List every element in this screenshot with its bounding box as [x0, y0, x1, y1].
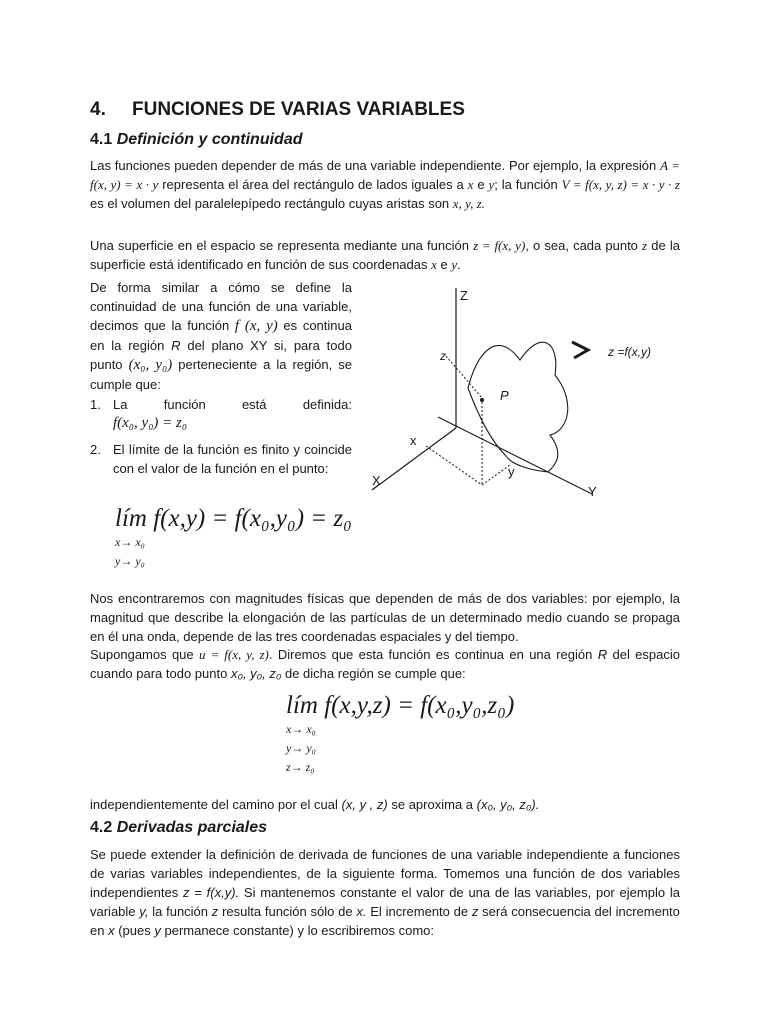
- surface-outline: [468, 342, 568, 472]
- formula-u: u = f(x, y, z): [199, 647, 269, 662]
- chapter-title: [90, 99, 465, 121]
- text: De forma similar a cómo se define la continuidad de una función de una variable, decimos que la función: [90, 280, 352, 333]
- var-y: y: [451, 257, 458, 272]
- y-axis-label: Y: [588, 484, 597, 499]
- section-number: 4.1: [90, 131, 113, 148]
- list-item: [90, 395, 352, 438]
- text: Las funciones pueden depender de más de una variable independiente. Por ejemplo, la expresión: [90, 158, 657, 173]
- text: será consecuencia del incremento en: [90, 904, 680, 938]
- text: representa el área del rectángulo de lados iguales a: [162, 177, 464, 192]
- var-y: y: [488, 177, 495, 192]
- text: ; la función: [494, 177, 558, 192]
- paragraph-2: [90, 236, 680, 274]
- text: Supongamos que: [90, 647, 194, 662]
- limit-sub-z: z→ z₀: [286, 760, 315, 774]
- z-mark: z: [440, 349, 446, 363]
- list-item: [90, 440, 352, 478]
- paragraph-4: Nos encontraremos con magnitudes físicas que dependen de más de dos variables: por ejemplo, la magnitud que describe la elongación de las partículas de un determinado medio cuando se propaga en él una onda, depende de las tres coordenadas espaciales y del tiempo.: [90, 591, 680, 644]
- point-xyz: (x, y , z): [341, 797, 388, 812]
- paragraph-7: [90, 845, 680, 940]
- limit-expression: lím f(x,y) = f(x₀,y₀) = z₀: [115, 505, 352, 532]
- text: de la superficie está identificado en función de sus coordenadas: [90, 238, 680, 272]
- formula-point: (x₀, y₀): [128, 357, 173, 373]
- y-projection-line: [482, 465, 510, 485]
- var-x: x: [467, 177, 474, 192]
- y-mark: y: [508, 464, 515, 479]
- x-mark: x: [410, 433, 417, 448]
- var-y: y: [154, 923, 161, 938]
- surface-label: z =f(x,y): [608, 345, 652, 359]
- section-title: Definición y continuidad: [116, 131, 303, 148]
- var-x: x.: [356, 904, 367, 919]
- x-projection-line: [426, 446, 482, 485]
- text: .: [457, 257, 461, 272]
- section-number: 4.2: [90, 819, 113, 836]
- region-r: R: [171, 338, 181, 353]
- word: definida:: [302, 397, 352, 412]
- text: es continua en la región: [90, 318, 352, 353]
- var-z: z: [471, 904, 479, 919]
- limit-expression: lím f(x,y,z) = f(x₀,y₀,z₀): [286, 692, 515, 719]
- var-x: x: [108, 923, 115, 938]
- surface-diagram: [360, 280, 680, 510]
- section-heading-4-1: [90, 131, 302, 149]
- text: del espacio cuando para todo punto: [90, 647, 680, 681]
- arrow-icon: [572, 342, 588, 358]
- list-item-1-text: [113, 395, 352, 414]
- text: de dicha región se cumple que:: [284, 666, 466, 681]
- var-z: z: [642, 238, 648, 253]
- limit-equation-1: [115, 505, 352, 571]
- text: e: [440, 257, 448, 272]
- text: e: [477, 177, 485, 192]
- limit-sub-y: y→ y₀: [115, 554, 145, 568]
- text: del plano XY si, para todo punto: [90, 338, 352, 372]
- chapter-title-text: FUNCIONES DE VARIAS VARIABLES: [132, 99, 465, 120]
- text: . Diremos que esta función es continua en una región: [268, 647, 593, 662]
- text: independientemente del camino por el cual: [90, 797, 338, 812]
- text: permanece constante) y lo escribiremos como:: [164, 923, 435, 938]
- point-p: [480, 398, 484, 402]
- formula-defined: f(x₀, y₀) = z₀: [113, 415, 188, 431]
- list-item-2-text: El límite de la función es finito y coincide con el valor de la función en el punto:: [113, 442, 352, 476]
- z-projection-line: [446, 356, 482, 398]
- y-axis: [438, 417, 592, 494]
- formula-area: A = f(x, y) = x · y: [90, 158, 680, 192]
- text: perteneciente a la región, se cumple que:: [90, 357, 352, 392]
- paragraph-6: [90, 795, 680, 814]
- text: la función: [152, 904, 209, 919]
- word: La: [113, 397, 128, 412]
- var-y: y,: [139, 904, 149, 919]
- word: función: [163, 397, 206, 412]
- text: (pues: [118, 923, 151, 938]
- formula-z: z = f(x,y).: [182, 885, 240, 900]
- text: resulta función sólo de: [222, 904, 353, 919]
- chapter-number: 4.: [90, 99, 106, 120]
- point-coords: x₀, y₀, z₀: [230, 666, 282, 681]
- formula-surface: z = f(x, y): [473, 238, 526, 253]
- list-number: 1.: [90, 397, 101, 412]
- text: se aproxima a: [391, 797, 474, 812]
- list-number: 2.: [90, 442, 101, 457]
- paragraph-1: [90, 156, 680, 213]
- x-axis-label: X: [372, 473, 381, 488]
- limit-sub-x: x→ x₀: [115, 535, 145, 549]
- text: , o sea, cada punto: [525, 238, 638, 253]
- var-xyz: x, y, z.: [452, 196, 485, 211]
- point-xyz0: (x₀, y₀, z₀).: [476, 797, 540, 812]
- section-title: Derivadas parciales: [116, 819, 268, 836]
- formula-volume: V = f(x, y, z) = x · y · z: [561, 177, 680, 192]
- paragraph-5: [90, 645, 680, 683]
- formula-f: f (x, y): [234, 318, 278, 334]
- paragraph-3: [90, 278, 352, 394]
- region-r: R: [597, 647, 608, 662]
- text: es el volumen del paralelepípedo rectángulo cuyas aristas son: [90, 196, 450, 211]
- limit-equation-2: [286, 692, 514, 777]
- var-x: x: [431, 257, 437, 272]
- text: Se puede extender la definición de derivada de funciones de una variable independiente a funciones de varias variables independientes, de la siguiente forma. Tomemos una función de dos variables independientes: [90, 847, 680, 900]
- point-label: P: [500, 388, 509, 403]
- text: Una superficie en el espacio se representa mediante una función: [90, 238, 469, 253]
- section-heading-4-2: [90, 819, 267, 837]
- word: está: [241, 397, 267, 412]
- limit-sub-x: x→ x₀: [286, 722, 316, 736]
- var-z: z: [211, 904, 219, 919]
- condition-list: [90, 395, 352, 478]
- text: Si mantenemos constante el valor de una de las variables, por ejemplo la variable: [90, 885, 680, 919]
- text: El incremento de: [370, 904, 469, 919]
- limit-sub-y: y→ y₀: [286, 741, 316, 755]
- z-axis-label: Z: [460, 288, 468, 303]
